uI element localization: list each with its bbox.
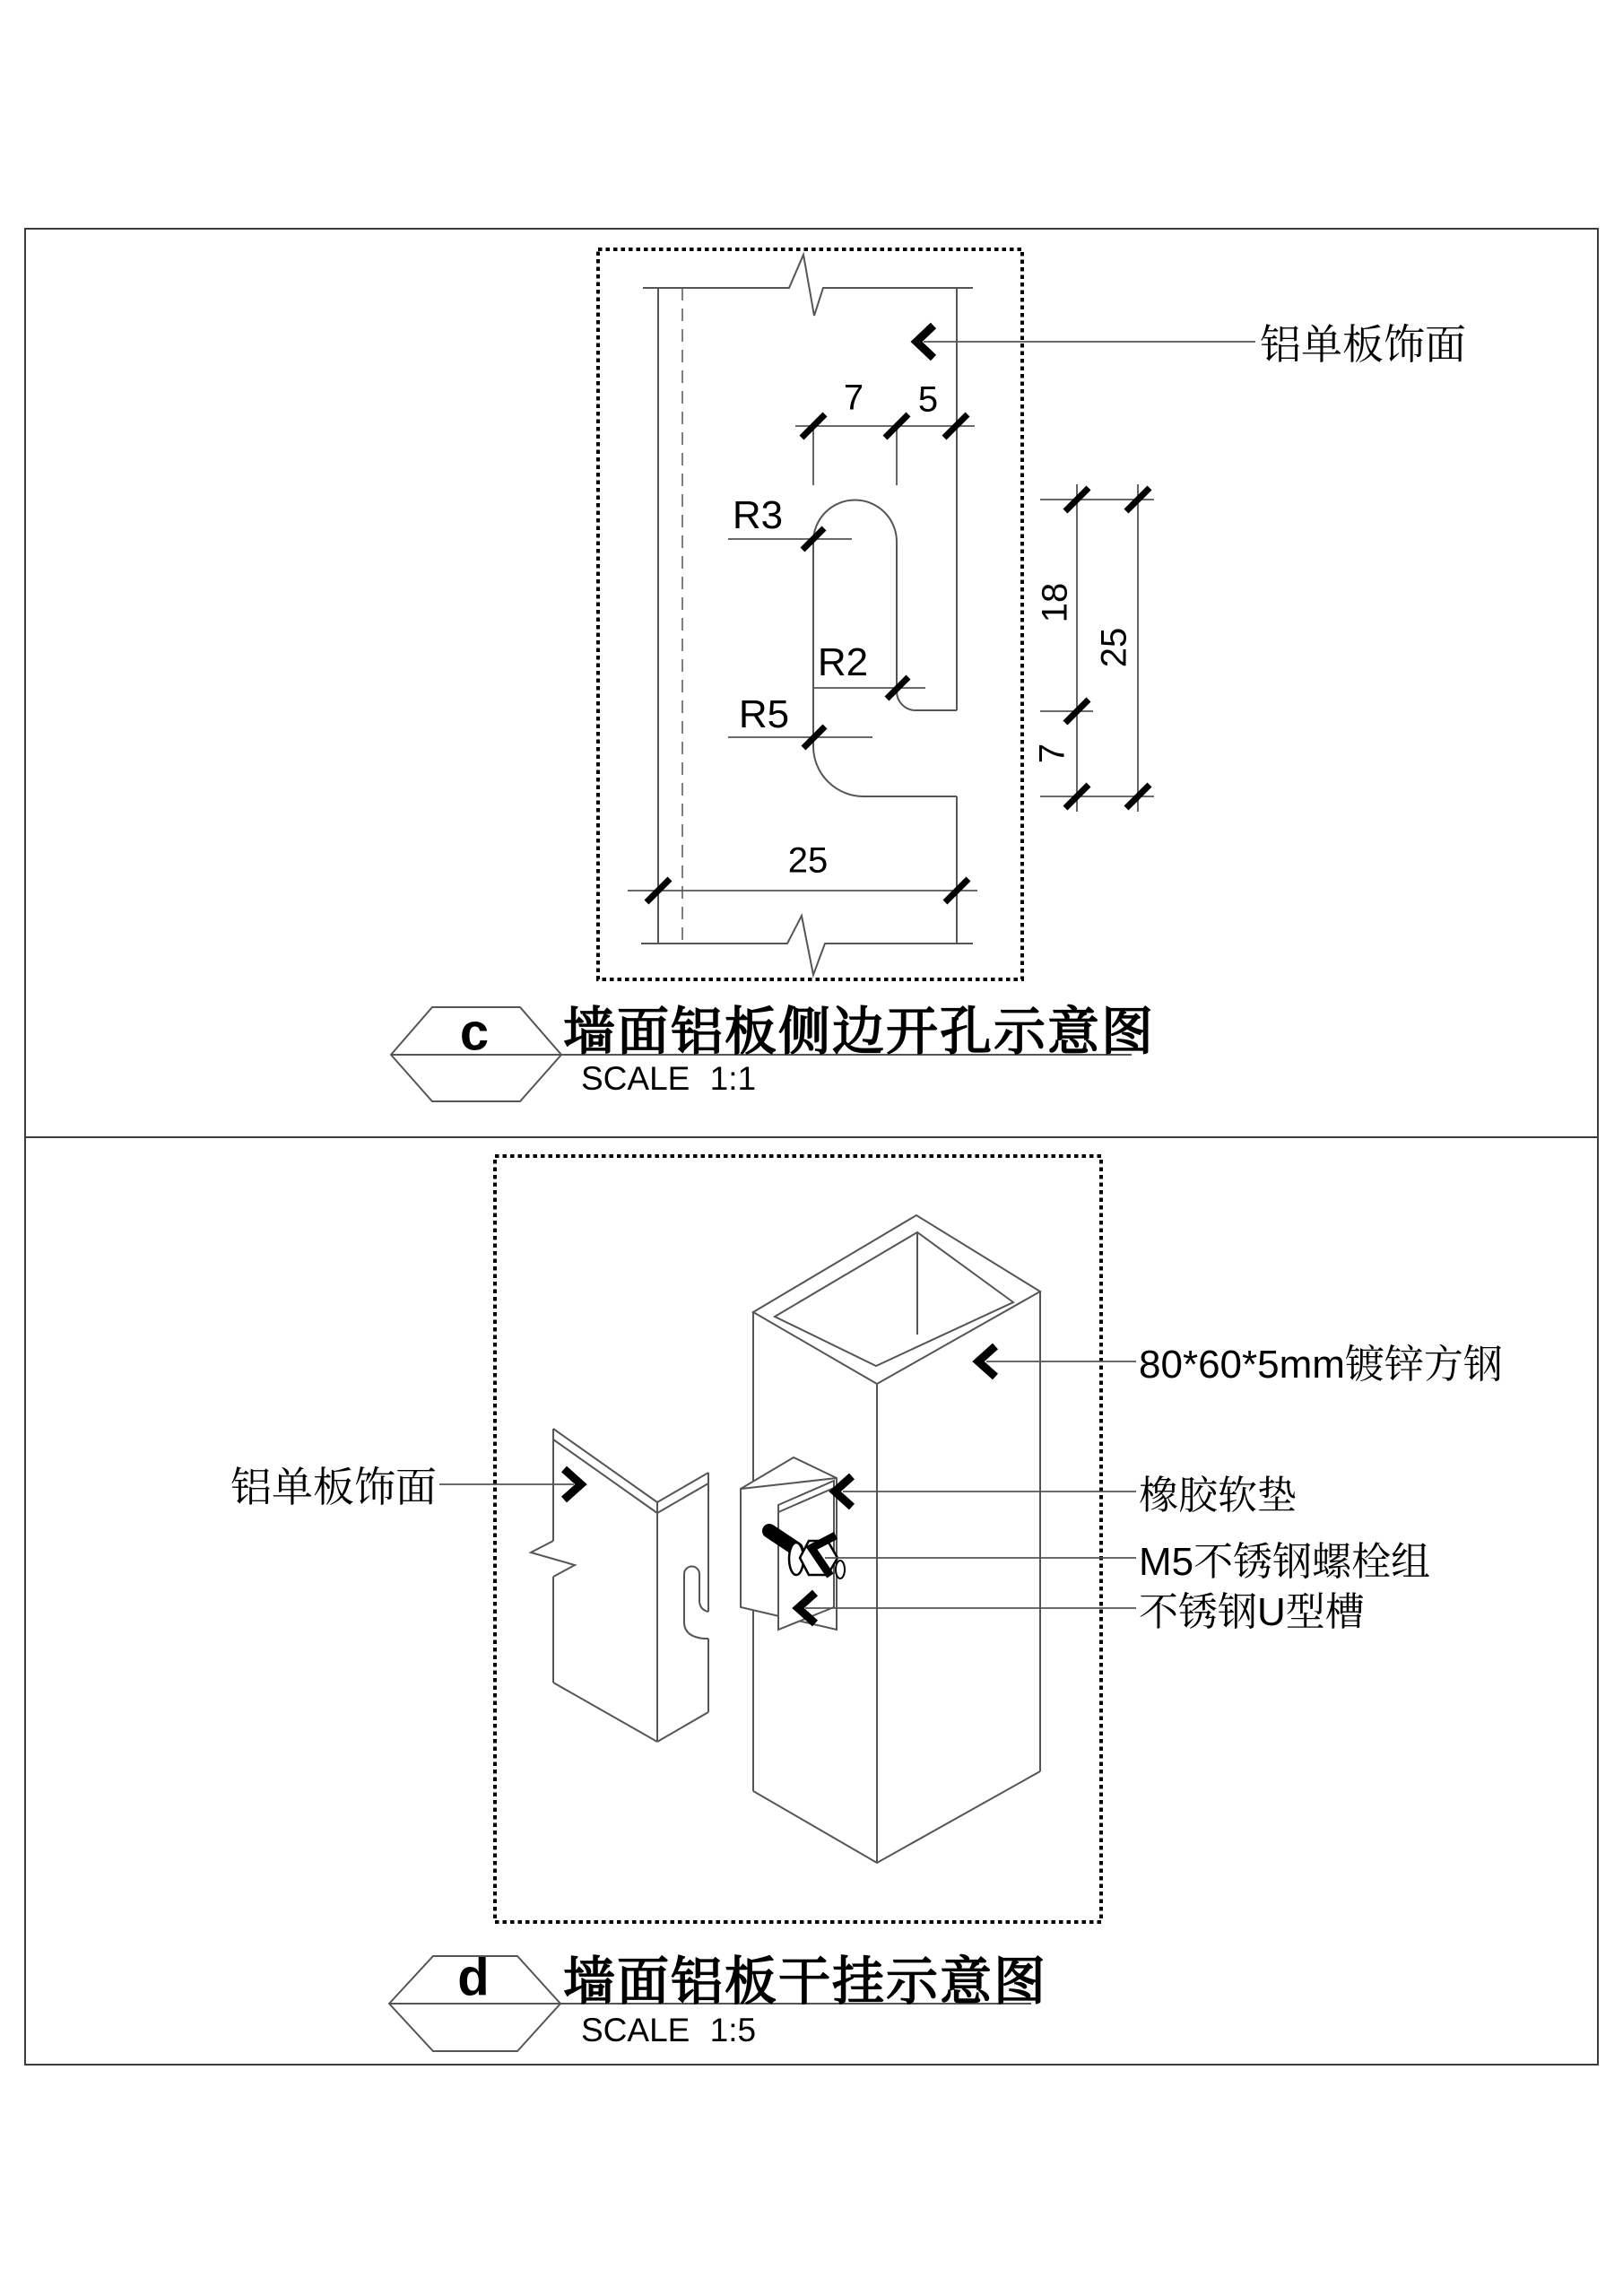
dim-right-7: 7 — [1032, 743, 1072, 764]
panel-d-callout-rubber-pad: 橡胶软垫 — [1139, 1474, 1297, 1518]
dim-r3: R3 — [732, 493, 784, 537]
panel-c-callout-aluminum: 铝单板饰面 — [1260, 321, 1466, 368]
panel-c-dim-bottom — [628, 879, 977, 902]
panel-c-scale: SCALE 1:1 — [581, 1060, 757, 1097]
clamp-assembly — [741, 1457, 845, 1630]
panel-d-callout-aluminum: 铝单板饰面 — [230, 1464, 437, 1510]
dim-r5: R5 — [738, 692, 790, 736]
panel-d-scale: SCALE 1:5 — [581, 2012, 757, 2048]
washer-far-side — [836, 1561, 845, 1578]
panel-c-title: 墙面铝板侧边开孔示意图 — [563, 1003, 1156, 1061]
hanging-slot — [684, 1567, 708, 1639]
panel-d-callout-bolt-set: M5不锈钢螺栓组 — [1139, 1540, 1431, 1584]
dim-top-5: 5 — [917, 379, 939, 420]
sheet-frame — [25, 229, 1598, 2065]
panel-c-callout-leader — [916, 326, 1255, 358]
dim-bottom-25: 25 — [787, 840, 829, 881]
dim-right-25: 25 — [1094, 627, 1134, 668]
dim-r2: R2 — [817, 640, 869, 684]
dim-right-18: 18 — [1035, 582, 1075, 623]
panel-d-letter: d — [457, 1948, 490, 2007]
dim-top-7: 7 — [843, 378, 864, 418]
panel-d-title: 墙面铝板干挂示意图 — [563, 1952, 1048, 2011]
panel-d-callout-u-channel: 不锈钢U型槽 — [1139, 1590, 1365, 1634]
panel-d-callout-steel-tube: 80*60*5mm镀锌方钢 — [1139, 1343, 1503, 1387]
panel-c-dim-top — [795, 414, 975, 485]
aluminum-panel-iso — [531, 1429, 708, 1742]
break-symbol — [531, 1541, 575, 1577]
panel-c-letter: c — [459, 1003, 490, 1062]
